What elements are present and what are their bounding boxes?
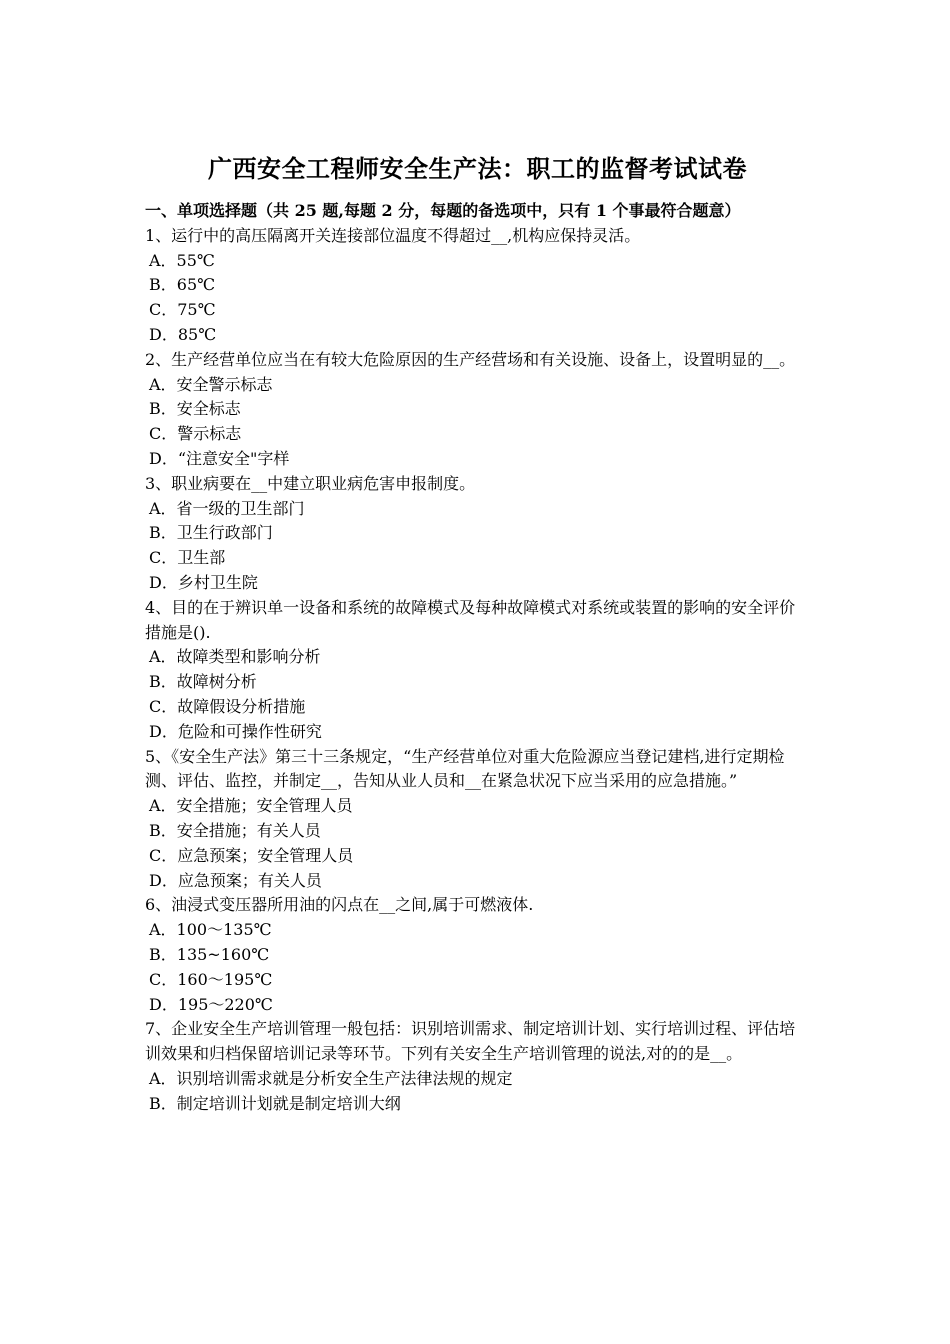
question-stem: 1、运行中的高压隔离开关连接部位温度不得超过__,机构应保持灵活。 [145, 225, 641, 245]
option-d: D．乡村卫生院 [149, 572, 258, 592]
option-d: D．85℃ [149, 324, 217, 344]
question-stem: 5、《安全生产法》第三十三条规定，“生产经营单位对重大危险源应当登记建档,进行定期检测、评估、监控，并制定__，告知从业人员和__在紧急状况下应当采用的应急措施。” [145, 746, 785, 791]
section-heading: 一、单项选择题（共 25 题,每题 2 分，每题的备选项中，只有 1 个事最符合题意） [145, 201, 741, 220]
option-d: D．195～220℃ [149, 994, 273, 1014]
exam-title: 广西安全工程师安全生产法：职工的监督考试试卷 [208, 154, 747, 183]
option-a: A．识别培训需求就是分析安全生产法律法规的规定 [149, 1068, 513, 1088]
option-c: C．故障假设分析措施 [149, 696, 306, 716]
option-c: C．警示标志 [149, 424, 242, 444]
option-a: A．安全警示标志 [149, 374, 273, 394]
option-d: D．危险和可操作性研究 [149, 721, 322, 741]
option-c: C．160～195℃ [149, 969, 273, 989]
option-c: C．卫生部 [149, 548, 226, 568]
question-stem: 7、企业安全生产培训管理一般包括：识别培训需求、制定培训计划、实行培训过程、评估培训效果和归档保留培训记录等环节。下列有关安全生产培训管理的说法,对的的是__。 [145, 1019, 796, 1064]
option-b: B．故障树分析 [149, 672, 257, 692]
question-6 [145, 893, 810, 1017]
option-b: B．135~160℃ [149, 944, 270, 964]
question-stem: 6、油浸式变压器所用油的闪点在__之间,属于可燃液体. [145, 895, 534, 915]
option-b: B．65℃ [149, 275, 216, 295]
question-stem: 4、目的在于辨识单一设备和系统的故障模式及每种故障模式对系统或装置的影响的安全评价措施是(). [145, 597, 796, 642]
option-b: B．安全标志 [149, 399, 241, 419]
option-b: B．卫生行政部门 [149, 523, 273, 543]
option-a: A．100～135℃ [149, 920, 272, 940]
question-4 [145, 596, 810, 745]
question-1 [145, 224, 810, 348]
option-a: A．55℃ [149, 250, 215, 270]
question-2 [145, 348, 810, 472]
question-7 [145, 1017, 810, 1116]
option-b: B．安全措施；有关人员 [149, 820, 321, 840]
option-a: A．安全措施；安全管理人员 [149, 796, 353, 816]
question-3 [145, 472, 810, 596]
option-b: B．制定培训计划就是制定培训大纲 [149, 1093, 401, 1113]
exam-page [145, 152, 810, 1116]
option-a: A．省一级的卫生部门 [149, 498, 305, 518]
option-d: D．“注意安全"字样 [149, 448, 290, 468]
option-d: D．应急预案；有关人员 [149, 870, 322, 890]
option-a: A．故障类型和影响分析 [149, 647, 321, 667]
question-5 [145, 745, 810, 894]
option-c: C．应急预案；安全管理人员 [149, 845, 354, 865]
option-c: C．75℃ [149, 300, 216, 320]
question-stem: 2、生产经营单位应当在有较大危险原因的生产经营场和有关设施、设备上，设置明显的__。 [145, 349, 796, 369]
question-stem: 3、职业病要在__中建立职业病危害申报制度。 [145, 473, 476, 493]
